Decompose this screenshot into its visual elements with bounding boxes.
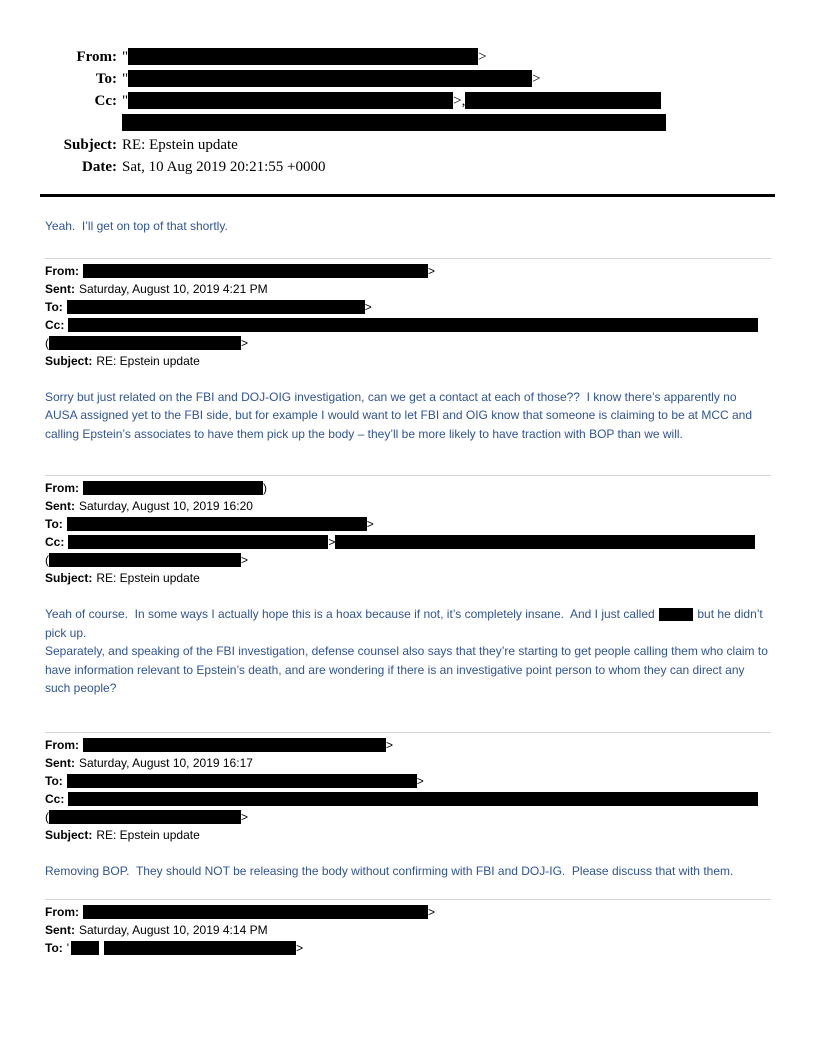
quoted-cc-row <box>45 790 771 808</box>
redaction-bar <box>49 336 241 350</box>
quoted-sent-row <box>45 280 771 298</box>
sent-value: Saturday, August 10, 2019 4:21 PM <box>79 281 268 296</box>
quoted-to-row <box>45 939 771 957</box>
quoted-cc-row <box>45 316 771 334</box>
subject-label: Subject: <box>45 571 93 585</box>
to-label: To: <box>45 299 63 314</box>
to-label: To: <box>95 71 117 87</box>
redaction-bar <box>49 810 241 824</box>
angle-bracket: > <box>328 535 336 549</box>
reply-body: Yeah. I’ll get on top of that shortly. <box>45 219 228 233</box>
open-paren: ( <box>45 553 49 567</box>
redaction-bar <box>83 905 428 919</box>
quoted-sent-row <box>45 754 771 772</box>
cc-label: Cc: <box>45 535 65 549</box>
open-quote: ' <box>66 941 70 955</box>
redaction-bar <box>68 792 758 806</box>
header-row-to <box>45 68 771 90</box>
body-paragraph-2: Separately, and speaking of the FBI investigation, defense counsel also says that they’re starting to get people calling them who claim to have information relevant to Epstein’s death, and are wondering if there is an investigative point person to whom they can direct any such people? <box>45 644 772 695</box>
quoted-email-5 <box>45 899 771 957</box>
angle-bracket: > <box>241 335 249 350</box>
from-label: From: <box>45 737 79 752</box>
quoted-subject-row <box>45 826 771 844</box>
quoted-to-row <box>45 515 771 533</box>
close-paren: ) <box>263 481 267 495</box>
header-separator-rule <box>40 194 775 197</box>
date-label: Date: <box>82 159 117 175</box>
cc-label: Cc: <box>45 791 65 806</box>
header-row-cc <box>45 90 771 134</box>
sent-label: Sent: <box>45 755 75 770</box>
to-label: To: <box>45 517 63 531</box>
quoted-to-row <box>45 772 771 790</box>
cc-value <box>122 90 771 134</box>
redaction-bar <box>83 481 263 495</box>
open-paren: ( <box>45 335 49 350</box>
angle-bracket: > <box>296 941 304 955</box>
quoted-email-3 <box>45 475 771 698</box>
from-label: From: <box>45 481 79 495</box>
open-quote: " <box>122 49 129 65</box>
body-text-before-redaction: Yeah of course. In some ways I actually hope this is a hoax because if not, it’s completely insane. And I just called <box>45 607 655 621</box>
to-label: To: <box>45 941 63 955</box>
subject-value: RE: Epstein update <box>96 827 200 842</box>
sent-value: Saturday, August 10, 2019 16:20 <box>79 499 253 513</box>
redaction-bar <box>67 774 417 788</box>
sent-value: Saturday, August 10, 2019 4:14 PM <box>79 923 268 937</box>
redaction-bar <box>68 318 758 332</box>
open-quote: " <box>122 71 129 87</box>
cc-value-line-2 <box>122 112 771 134</box>
redaction-bar <box>67 517 367 531</box>
quoted-cc-row <box>45 533 771 551</box>
body-text-after-redaction: but he didn’t pick up. <box>45 607 767 640</box>
from-label: From: <box>45 263 79 278</box>
redaction-bar <box>128 48 478 65</box>
quoted-cc-row-2 <box>45 808 771 826</box>
quoted-email-body: Removing BOP. They should NOT be releasing the body without confirming with FBI and DOJ-IG. Please discuss that with them. <box>45 863 734 878</box>
header-row-subject <box>45 134 771 156</box>
redaction-bar <box>335 535 755 549</box>
redaction-bar <box>465 92 661 109</box>
cc-label: Cc: <box>45 317 65 332</box>
redaction-bar <box>104 941 296 955</box>
quoted-email-2 <box>45 258 771 444</box>
quoted-email-body <box>45 605 771 698</box>
open-quote: " <box>122 93 129 109</box>
angle-bracket: > <box>366 517 374 531</box>
quoted-from-row <box>45 262 771 280</box>
redaction-bar <box>128 92 453 109</box>
quoted-cc-row-2 <box>45 551 771 569</box>
from-value <box>122 46 771 68</box>
sent-label: Sent: <box>45 499 75 513</box>
cc-value-line-1 <box>122 90 771 112</box>
to-value <box>122 68 771 90</box>
cc-label: Cc: <box>94 93 117 109</box>
sent-value: Saturday, August 10, 2019 16:17 <box>79 755 253 770</box>
redaction-bar <box>67 300 365 314</box>
angle-bracket: > <box>416 773 424 788</box>
header-row-date <box>45 156 771 178</box>
to-label: To: <box>45 773 63 788</box>
redaction-bar <box>68 535 328 549</box>
redaction-bar <box>83 738 386 752</box>
body-paragraph-1 <box>45 605 771 642</box>
quoted-email-body: Sorry but just related on the FBI and DOJ-OIG investigation, can we get a contact at each of those?? I know there’s apparently no AUSA assigned yet to the FBI side, but for example I would want to let FBI and OIG know that someone is claiming to be at MCC and calling Epstein’s associates to have them pick up the body – they’ll be more likely to have traction with BOP than we will. <box>45 389 756 441</box>
subject-label: Subject: <box>63 137 117 153</box>
quoted-subject-row <box>45 352 771 370</box>
quoted-cc-row-2 <box>45 334 771 352</box>
quoted-subject-row <box>45 569 771 587</box>
sent-label: Sent: <box>45 281 75 296</box>
quoted-email-4 <box>45 732 771 881</box>
angle-bracket: > <box>241 809 249 824</box>
angle-bracket: > <box>428 263 436 278</box>
quoted-to-row <box>45 298 771 316</box>
angle-bracket: > <box>478 49 487 65</box>
redaction-bar <box>71 941 99 955</box>
date-value: Sat, 10 Aug 2019 20:21:55 +0000 <box>122 159 326 175</box>
subject-value: RE: Epstein update <box>96 353 200 368</box>
angle-bracket: > <box>241 553 249 567</box>
quoted-from-row <box>45 736 771 754</box>
angle-bracket: > <box>386 737 394 752</box>
redaction-bar <box>83 264 428 278</box>
quoted-sent-row <box>45 921 771 939</box>
subject-value: RE: Epstein update <box>122 137 238 153</box>
subject-value: RE: Epstein update <box>96 571 200 585</box>
angle-bracket: > <box>428 905 436 919</box>
redaction-bar <box>49 553 241 567</box>
redaction-bar <box>122 114 666 131</box>
sent-label: Sent: <box>45 923 75 937</box>
angle-bracket-comma: >, <box>453 93 466 109</box>
angle-bracket: > <box>532 71 541 87</box>
quoted-from-row <box>45 479 771 497</box>
subject-label: Subject: <box>45 353 93 368</box>
from-label: From: <box>45 905 79 919</box>
redaction-bar <box>659 608 693 621</box>
redaction-bar <box>128 70 532 87</box>
quoted-sent-row <box>45 497 771 515</box>
quoted-from-row <box>45 903 771 921</box>
angle-bracket: > <box>364 299 372 314</box>
from-label: From: <box>76 49 117 65</box>
header-row-from <box>45 46 771 68</box>
subject-label: Subject: <box>45 827 93 842</box>
open-paren: ( <box>45 809 49 824</box>
message-header <box>45 46 771 178</box>
